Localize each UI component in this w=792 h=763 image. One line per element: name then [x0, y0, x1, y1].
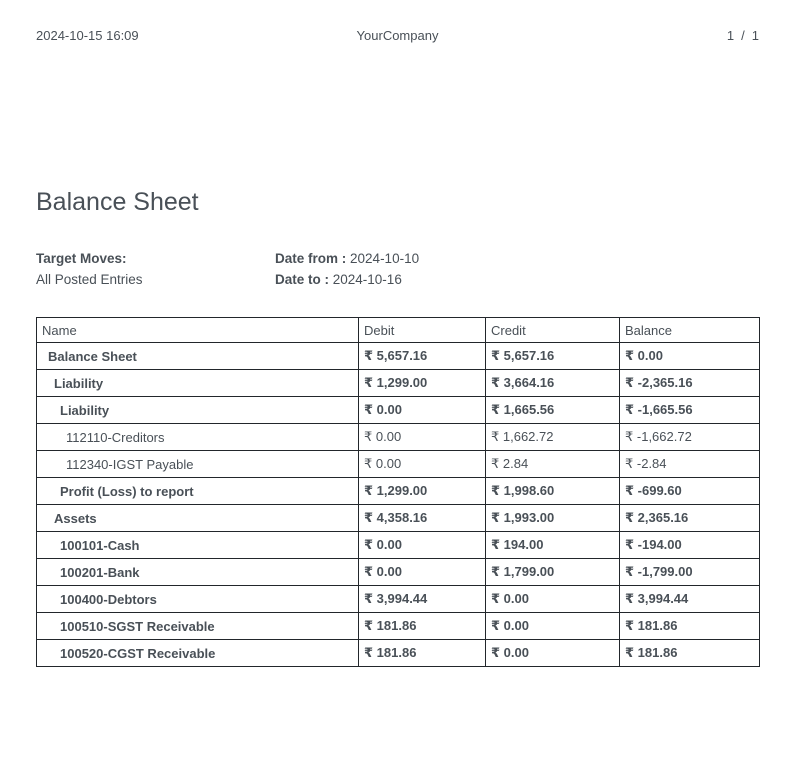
company-name: YourCompany — [356, 28, 439, 43]
table-row — [37, 397, 760, 424]
balance-sheet-table-wrap — [36, 317, 760, 667]
row-credit: ₹ 1,998.60 — [486, 478, 620, 505]
row-name: 100520-CGST Receivable — [37, 640, 359, 667]
table-body — [37, 343, 760, 667]
page-number — [727, 28, 759, 43]
row-credit: ₹ 1,665.56 — [486, 397, 620, 424]
row-debit: ₹ 1,299.00 — [359, 370, 486, 397]
report-title: Balance Sheet — [36, 188, 199, 216]
row-balance: ₹ 181.86 — [620, 640, 760, 667]
row-balance: ₹ -2.84 — [620, 451, 760, 478]
date-from-value: 2024-10-10 — [350, 251, 420, 266]
row-balance: ₹ 3,994.44 — [620, 586, 760, 613]
column-header-balance: Balance — [620, 318, 760, 343]
table-row — [37, 478, 760, 505]
row-debit: ₹ 181.86 — [359, 613, 486, 640]
row-debit: ₹ 0.00 — [359, 451, 486, 478]
table-row — [37, 505, 760, 532]
row-credit: ₹ 1,662.72 — [486, 424, 620, 451]
row-debit: ₹ 1,299.00 — [359, 478, 486, 505]
balance-sheet-table — [36, 317, 760, 667]
target-moves-value: All Posted Entries — [36, 272, 143, 287]
row-debit: ₹ 3,994.44 — [359, 586, 486, 613]
date-to-line — [275, 269, 419, 290]
row-credit: ₹ 2.84 — [486, 451, 620, 478]
row-credit: ₹ 1,799.00 — [486, 559, 620, 586]
row-balance: ₹ -2,365.16 — [620, 370, 760, 397]
row-debit: ₹ 0.00 — [359, 424, 486, 451]
table-row — [37, 424, 760, 451]
row-name: 112110-Creditors — [37, 424, 359, 451]
page-running-header — [36, 28, 759, 44]
row-name: 100510-SGST Receivable — [37, 613, 359, 640]
table-row — [37, 370, 760, 397]
page-number-total: 1 — [751, 28, 759, 43]
row-name: 112340-IGST Payable — [37, 451, 359, 478]
row-credit: ₹ 0.00 — [486, 640, 620, 667]
row-balance: ₹ -1,799.00 — [620, 559, 760, 586]
report-filters — [36, 248, 419, 290]
row-name: 100101-Cash — [37, 532, 359, 559]
date-from-line — [275, 248, 419, 269]
page-number-current: 1 — [726, 28, 735, 43]
row-balance: ₹ -1,665.56 — [620, 397, 760, 424]
target-moves-label: Target Moves: — [36, 251, 127, 266]
row-credit: ₹ 1,993.00 — [486, 505, 620, 532]
table-header-row — [37, 318, 760, 343]
table-row — [37, 532, 760, 559]
page-number-separator: / — [741, 28, 745, 43]
table-row — [37, 343, 760, 370]
table-row — [37, 586, 760, 613]
row-debit: ₹ 0.00 — [359, 397, 486, 424]
row-debit: ₹ 0.00 — [359, 532, 486, 559]
row-name: Balance Sheet — [37, 343, 359, 370]
row-name: Liability — [37, 370, 359, 397]
column-header-debit: Debit — [359, 318, 486, 343]
row-balance: ₹ 181.86 — [620, 613, 760, 640]
print-datetime: 2024-10-15 16:09 — [36, 28, 139, 43]
row-balance: ₹ 0.00 — [620, 343, 760, 370]
row-name: Profit (Loss) to report — [37, 478, 359, 505]
row-balance: ₹ -194.00 — [620, 532, 760, 559]
row-name: 100201-Bank — [37, 559, 359, 586]
row-debit: ₹ 4,358.16 — [359, 505, 486, 532]
table-row — [37, 559, 760, 586]
row-name: Assets — [37, 505, 359, 532]
row-debit: ₹ 0.00 — [359, 559, 486, 586]
row-credit: ₹ 0.00 — [486, 586, 620, 613]
table-row — [37, 451, 760, 478]
row-balance: ₹ 2,365.16 — [620, 505, 760, 532]
row-name: 100400-Debtors — [37, 586, 359, 613]
row-credit: ₹ 3,664.16 — [486, 370, 620, 397]
column-header-name: Name — [37, 318, 359, 343]
date-from-label: Date from : — [275, 251, 347, 266]
row-credit: ₹ 5,657.16 — [486, 343, 620, 370]
date-to-value: 2024-10-16 — [332, 272, 402, 287]
row-debit: ₹ 5,657.16 — [359, 343, 486, 370]
date-to-label: Date to : — [275, 272, 329, 287]
table-row — [37, 613, 760, 640]
row-credit: ₹ 194.00 — [486, 532, 620, 559]
column-header-credit: Credit — [486, 318, 620, 343]
row-name: Liability — [37, 397, 359, 424]
row-debit: ₹ 181.86 — [359, 640, 486, 667]
row-balance: ₹ -699.60 — [620, 478, 760, 505]
row-credit: ₹ 0.00 — [486, 613, 620, 640]
row-balance: ₹ -1,662.72 — [620, 424, 760, 451]
table-row — [37, 640, 760, 667]
